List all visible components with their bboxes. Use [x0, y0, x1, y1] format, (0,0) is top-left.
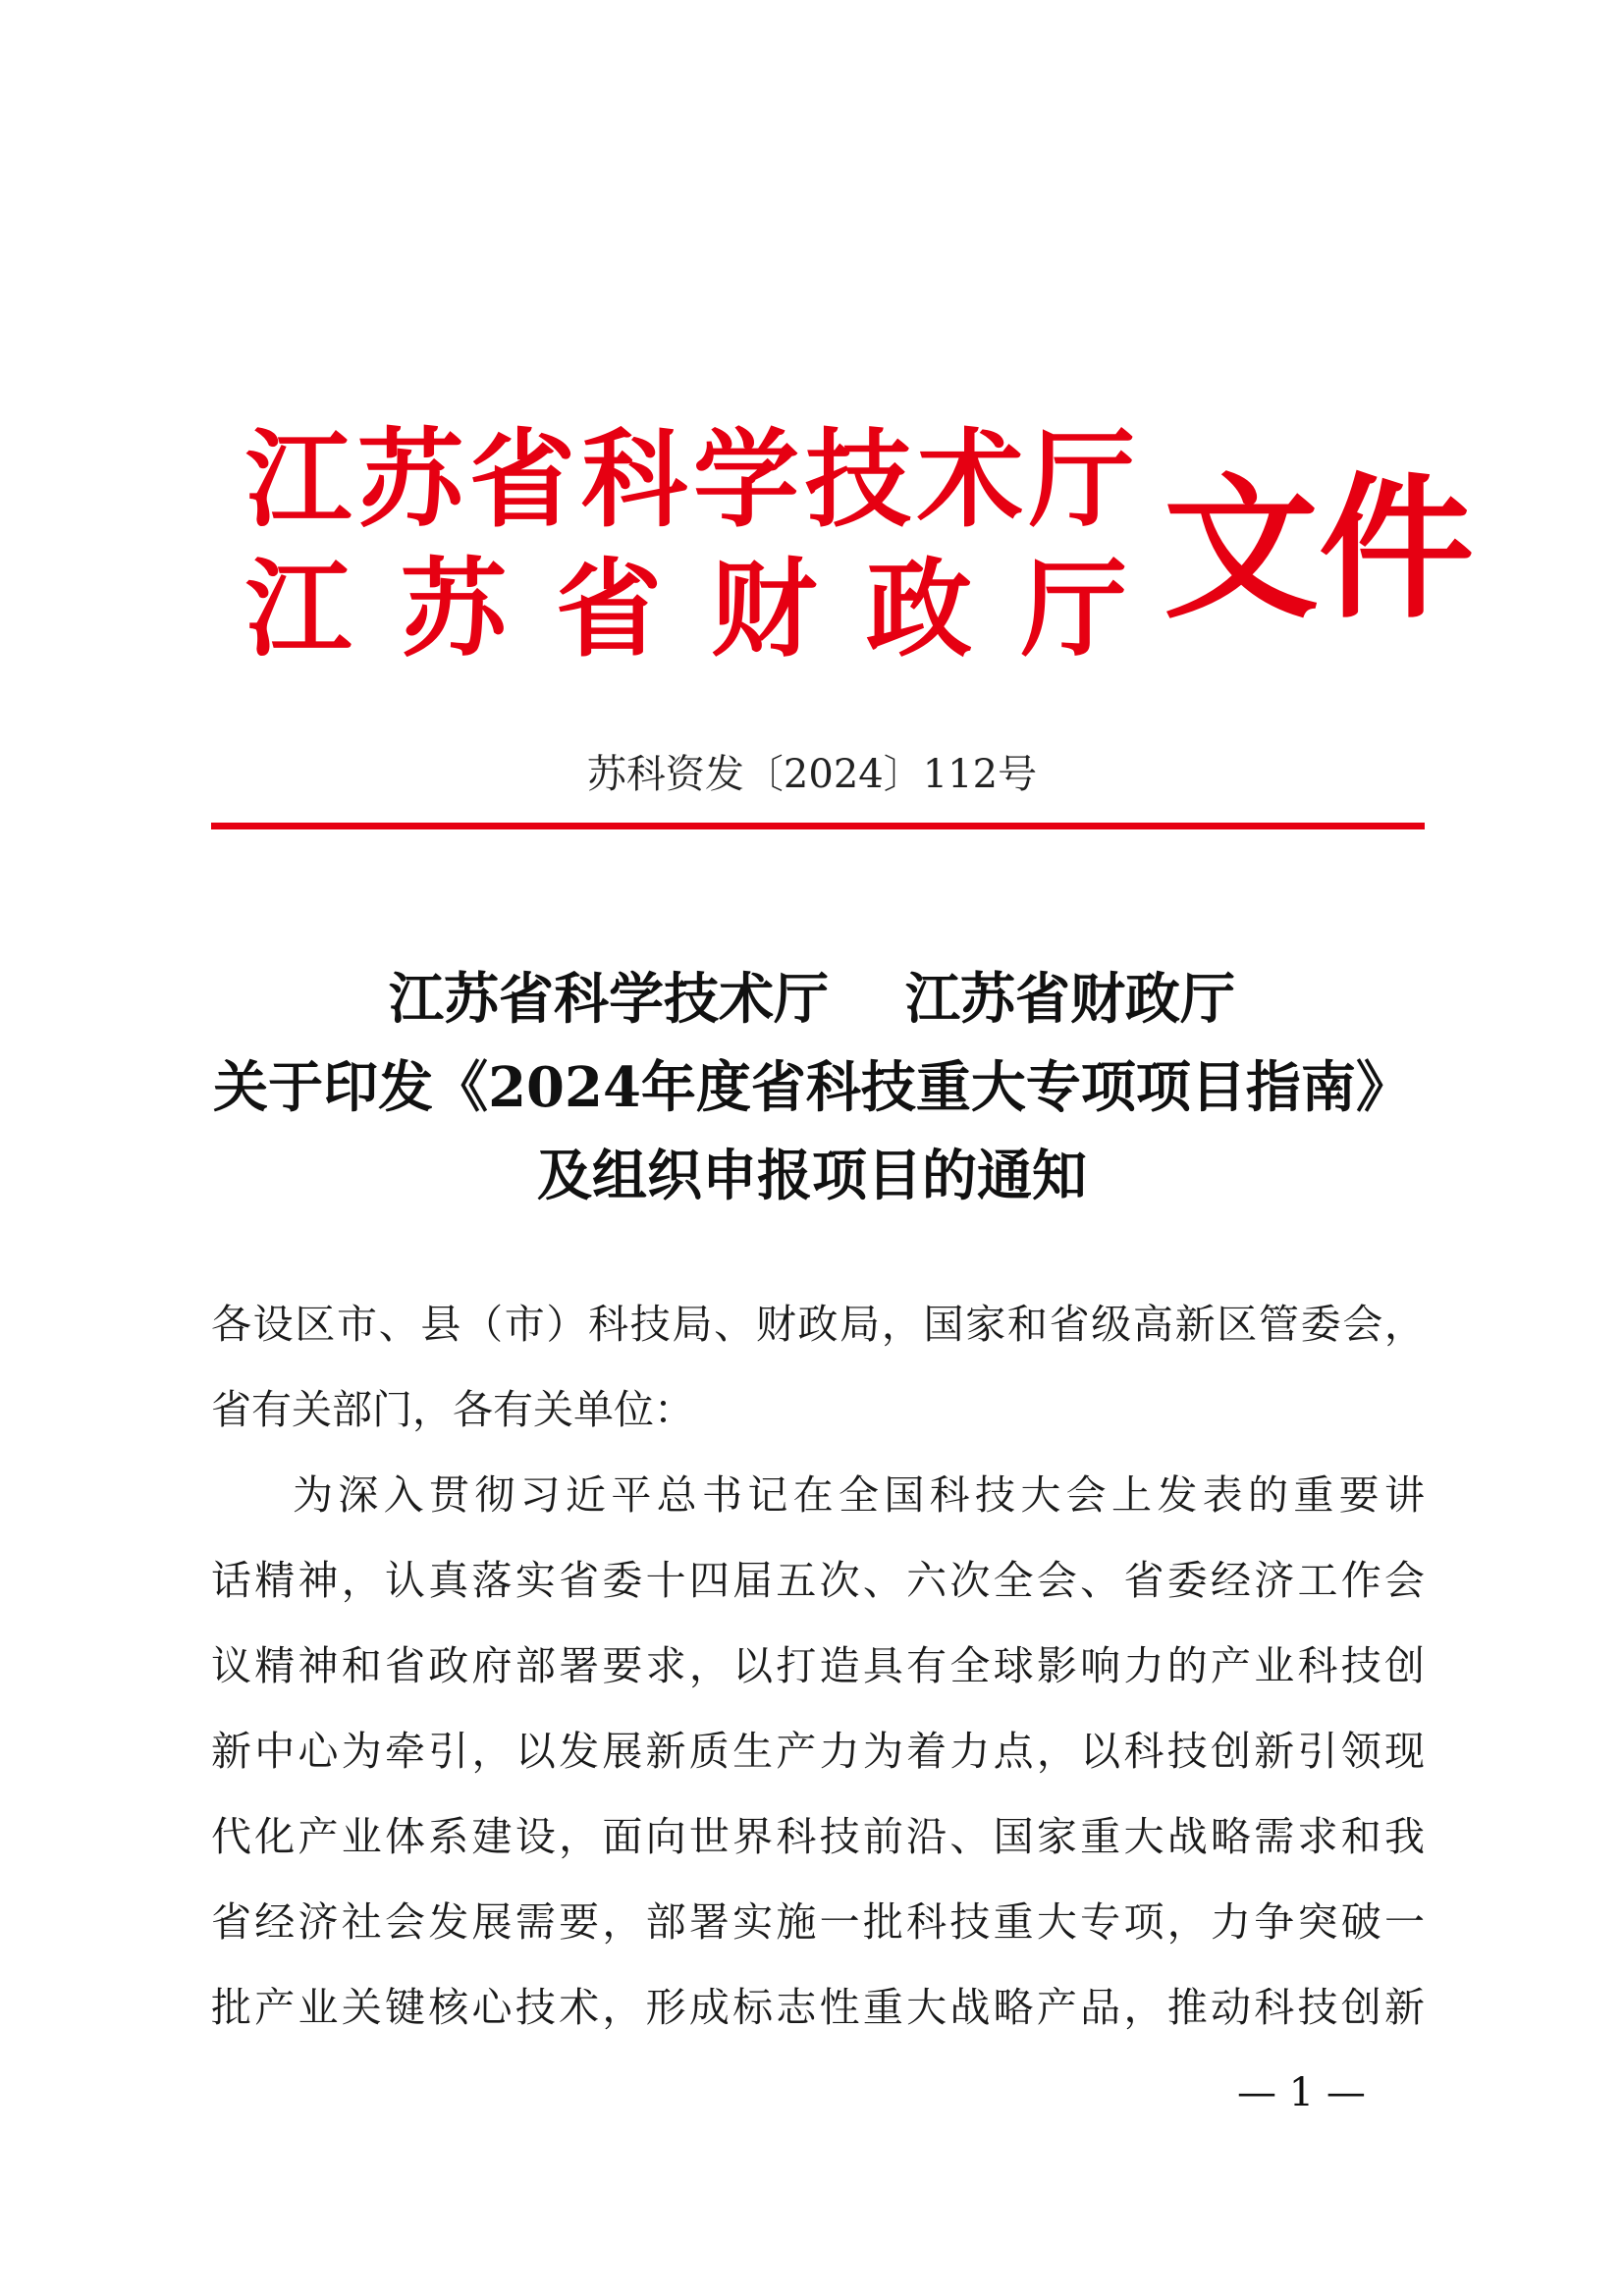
issuer-line-1: 江苏省科学技术厅: [245, 419, 1142, 542]
issuer-line-2: 江苏省财政厅: [245, 549, 1177, 671]
body-line: 各设区市、县（市）科技局、财政局，国家和省级高新区管委会，: [211, 1301, 1425, 1348]
body-line: 新中心为牵引，以发展新质生产力为着力点，以科技创新引领现: [211, 1728, 1425, 1775]
body-line: 批产业关键核心技术，形成标志性重大战略产品，推动科技创新: [211, 1984, 1425, 2031]
body-line: 省经济社会发展需要，部署实施一批科技重大专项，力争突破一: [211, 1898, 1425, 1946]
body-line: 为深入贯彻习近平总书记在全国科技大会上发表的重要讲: [293, 1471, 1425, 1519]
document-word: 文件: [1164, 459, 1474, 640]
notice-title-line-1: 江苏省科学技术厅 江苏省财政厅: [389, 967, 1235, 1032]
body-line: 代化产业体系建设，面向世界科技前沿、国家重大战略需求和我: [211, 1813, 1425, 1860]
masthead: [245, 419, 1474, 697]
document-number: 苏科资发〔2024〕112号: [586, 752, 1038, 797]
notice-title-line-3: 及组织申报项目的通知: [537, 1144, 1087, 1208]
page-number: — 1 —: [1237, 2070, 1366, 2115]
notice-title-line-2: 关于印发《2024年度省科技重大专项项目指南》: [213, 1055, 1411, 1120]
red-divider: [211, 823, 1425, 829]
body-line: 议精神和省政府部署要求，以打造具有全球影响力的产业科技创: [211, 1642, 1425, 1689]
body-line: 省有关部门，各有关单位：: [211, 1386, 694, 1433]
body-line: 话精神，认真落实省委十四届五次、六次全会、省委经济工作会: [211, 1557, 1425, 1604]
